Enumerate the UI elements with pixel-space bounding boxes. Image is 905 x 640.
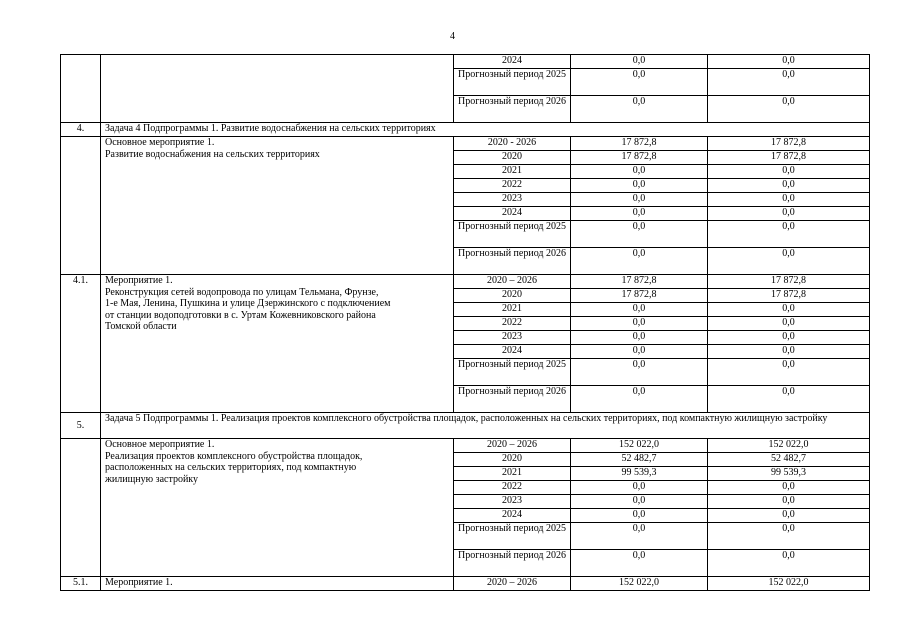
amount-cell: 0,0 <box>708 165 870 179</box>
period-cell: 2024 <box>454 509 571 523</box>
amount-cell: 0,0 <box>708 550 870 577</box>
amount-cell: 152 022,0 <box>571 577 708 591</box>
amount-cell: 99 539,3 <box>571 467 708 481</box>
amount-cell: 0,0 <box>708 495 870 509</box>
amount-cell: 52 482,7 <box>571 453 708 467</box>
period-cell: Прогнозный период 2026 <box>454 386 571 413</box>
amount-cell: 0,0 <box>571 96 708 123</box>
table-row <box>61 577 870 591</box>
amount-cell: 17 872,8 <box>708 275 870 289</box>
amount-cell: 152 022,0 <box>708 577 870 591</box>
description-line: жилищную застройку <box>105 473 199 485</box>
amount-cell: 0,0 <box>708 481 870 495</box>
description-line: Реализация проектов комплексного обустройства площадок, <box>105 450 363 462</box>
amount-cell: 0,0 <box>571 359 708 386</box>
period-cell: 2023 <box>454 495 571 509</box>
amount-cell: 0,0 <box>708 248 870 275</box>
period-cell: 2021 <box>454 303 571 317</box>
period-cell: 2023 <box>454 193 571 207</box>
amount-cell: 0,0 <box>571 331 708 345</box>
amount-cell: 0,0 <box>571 550 708 577</box>
amount-cell: 0,0 <box>571 55 708 69</box>
description-line: Развитие водоснабжения на сельских территориях <box>105 148 320 160</box>
period-cell: Прогнозный период 2025 <box>454 359 571 386</box>
amount-cell: 0,0 <box>708 523 870 550</box>
amount-cell: 0,0 <box>708 193 870 207</box>
period-cell: Прогнозный период 2026 <box>454 248 571 275</box>
amount-cell: 0,0 <box>708 509 870 523</box>
activity-description <box>101 137 454 275</box>
amount-cell: 17 872,8 <box>571 137 708 151</box>
activity-description <box>101 55 454 123</box>
amount-cell: 0,0 <box>708 55 870 69</box>
amount-cell: 0,0 <box>571 207 708 221</box>
amount-cell: 0,0 <box>571 221 708 248</box>
period-cell: Прогнозный период 2026 <box>454 96 571 123</box>
period-cell: 2020 - 2026 <box>454 137 571 151</box>
table-row <box>61 439 870 453</box>
amount-cell: 99 539,3 <box>708 467 870 481</box>
task-title: Задача 5 Подпрограммы 1. Реализация проектов комплексного обустройства площадок, расположенных на сельских территориях, под компактную жилищную застройку <box>101 413 870 439</box>
amount-cell: 0,0 <box>571 193 708 207</box>
task-number: 4. <box>61 123 101 137</box>
row-number <box>61 137 101 275</box>
description-line: Мероприятие 1. <box>105 577 173 588</box>
row-number: 5.1. <box>61 577 101 591</box>
amount-cell: 0,0 <box>708 221 870 248</box>
row-number: 4.1. <box>61 275 101 413</box>
page-number: 4 <box>450 31 455 42</box>
period-cell: 2024 <box>454 55 571 69</box>
table-row <box>61 55 870 69</box>
amount-cell: 0,0 <box>708 386 870 413</box>
period-cell: 2024 <box>454 207 571 221</box>
amount-cell: 17 872,8 <box>571 151 708 165</box>
task-number: 5. <box>61 413 101 439</box>
description-line: Реконструкция сетей водопровода по улицам Тельмана, Фрунзе, <box>105 286 379 298</box>
activity-description <box>101 577 454 591</box>
period-cell: 2020 – 2026 <box>454 439 571 453</box>
period-cell: 2024 <box>454 345 571 359</box>
amount-cell: 0,0 <box>571 248 708 275</box>
activity-description <box>101 439 454 577</box>
period-cell: 2021 <box>454 467 571 481</box>
amount-cell: 0,0 <box>708 345 870 359</box>
amount-cell: 0,0 <box>708 359 870 386</box>
amount-cell: 17 872,8 <box>708 137 870 151</box>
task-title: Задача 4 Подпрограммы 1. Развитие водоснабжения на сельских территориях <box>101 123 870 137</box>
amount-cell: 0,0 <box>708 96 870 123</box>
program-table <box>60 54 870 591</box>
amount-cell: 0,0 <box>708 317 870 331</box>
amount-cell: 17 872,8 <box>571 275 708 289</box>
task-header-row <box>61 123 870 137</box>
amount-cell: 0,0 <box>571 69 708 96</box>
row-number <box>61 439 101 577</box>
amount-cell: 0,0 <box>708 207 870 221</box>
description-line: Томской области <box>105 321 177 332</box>
period-cell: 2020 <box>454 289 571 303</box>
amount-cell: 152 022,0 <box>571 439 708 453</box>
task-header-row <box>61 413 870 439</box>
description-line: от станции водоподготовки в с. Уртам Кожевниковского района <box>105 309 376 321</box>
program-table-body <box>61 55 870 591</box>
amount-cell: 0,0 <box>708 303 870 317</box>
amount-cell: 17 872,8 <box>571 289 708 303</box>
amount-cell: 0,0 <box>571 523 708 550</box>
period-cell: 2020 – 2026 <box>454 275 571 289</box>
amount-cell: 17 872,8 <box>708 151 870 165</box>
amount-cell: 0,0 <box>571 179 708 193</box>
period-cell: 2022 <box>454 179 571 193</box>
description-line: Мероприятие 1. <box>105 275 173 286</box>
amount-cell: 152 022,0 <box>708 439 870 453</box>
amount-cell: 0,0 <box>571 303 708 317</box>
period-cell: 2022 <box>454 481 571 495</box>
period-cell: 2021 <box>454 165 571 179</box>
amount-cell: 0,0 <box>571 509 708 523</box>
amount-cell: 0,0 <box>571 317 708 331</box>
period-cell: Прогнозный период 2025 <box>454 221 571 248</box>
amount-cell: 17 872,8 <box>708 289 870 303</box>
description-line: Основное мероприятие 1. <box>105 137 215 148</box>
amount-cell: 0,0 <box>571 481 708 495</box>
amount-cell: 0,0 <box>708 331 870 345</box>
table-row <box>61 275 870 289</box>
amount-cell: 0,0 <box>571 495 708 509</box>
period-cell: 2023 <box>454 331 571 345</box>
row-number <box>61 55 101 123</box>
amount-cell: 0,0 <box>708 179 870 193</box>
period-cell: 2020 <box>454 151 571 165</box>
period-cell: 2020 – 2026 <box>454 577 571 591</box>
period-cell: Прогнозный период 2025 <box>454 69 571 96</box>
activity-description <box>101 275 454 413</box>
amount-cell: 52 482,7 <box>708 453 870 467</box>
amount-cell: 0,0 <box>571 165 708 179</box>
description-line: расположенных на сельских территориях, под компактную <box>105 462 357 473</box>
period-cell: Прогнозный период 2025 <box>454 523 571 550</box>
description-line: 1-е Мая, Ленина, Пушкина и улице Дзержинского с подключением <box>105 298 391 309</box>
amount-cell: 0,0 <box>708 69 870 96</box>
period-cell: 2020 <box>454 453 571 467</box>
period-cell: Прогнозный период 2026 <box>454 550 571 577</box>
amount-cell: 0,0 <box>571 386 708 413</box>
table-row <box>61 137 870 151</box>
description-line: Основное мероприятие 1. <box>105 439 215 450</box>
period-cell: 2022 <box>454 317 571 331</box>
amount-cell: 0,0 <box>571 345 708 359</box>
